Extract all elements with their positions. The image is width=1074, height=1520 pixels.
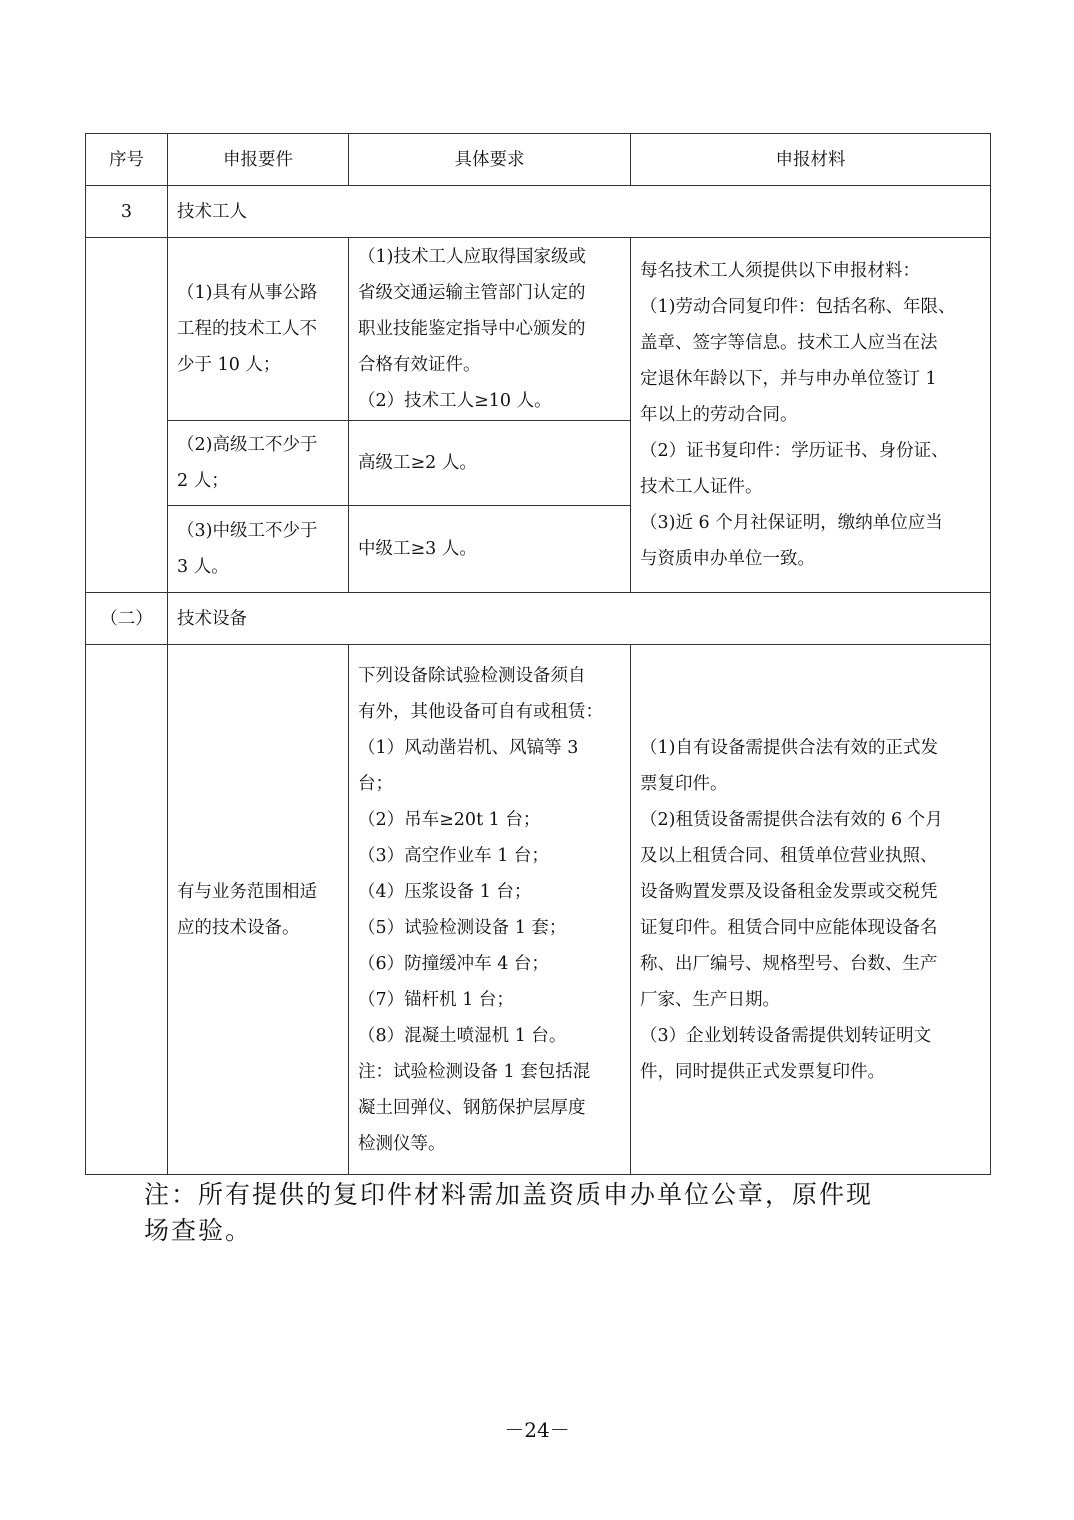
section-row-equipment xyxy=(86,593,991,645)
material-line: 与资质申办单位一致。 xyxy=(640,549,815,569)
requirement-line: （1）风动凿岩机、风镐等 3 xyxy=(358,737,579,758)
section-title: 技术工人 xyxy=(168,186,991,238)
requirement-cell xyxy=(349,645,631,1175)
empty-cell xyxy=(86,645,168,1175)
item-cell xyxy=(168,238,349,421)
item-cell xyxy=(168,421,349,506)
material-line: 票复印件。 xyxy=(640,773,728,794)
requirement-line: （2）技术工人≥10 人。 xyxy=(358,391,552,411)
section-row-workers xyxy=(86,186,991,238)
item-line: 应的技术设备。 xyxy=(177,917,300,938)
material-line: 定退休年龄以下，并与申办单位签订 1 xyxy=(640,369,937,389)
requirement-line: （4）压浆设备 1 台； xyxy=(358,881,532,902)
requirement-line: （3）高空作业车 1 台； xyxy=(358,845,549,866)
item-line: 少于 10 人； xyxy=(177,355,281,375)
material-line: 厂家、生产日期。 xyxy=(640,989,780,1010)
requirement-cell xyxy=(349,238,631,421)
item-line: （2)高级工不少于 xyxy=(177,435,318,455)
footnote-line: 注：所有提供的复印件材料需加盖资质申办单位公章，原件现 xyxy=(144,1180,874,1209)
requirement-line: 职业技能鉴定指导中心颁发的 xyxy=(358,319,586,339)
requirement-cell xyxy=(349,421,631,506)
requirement-line: （6）防撞缓冲车 4 台； xyxy=(358,953,549,974)
material-line: 称、出厂编号、规格型号、台数、生产 xyxy=(640,953,938,974)
page-number: －24－ xyxy=(504,1418,570,1442)
requirement-line: （1)技术工人应取得国家级或 xyxy=(358,247,586,267)
material-line: 及以上租赁合同、租赁单位营业执照、 xyxy=(640,845,938,866)
header-cell: 申报材料 xyxy=(631,134,991,186)
requirement-line: （5）试验检测设备 1 套； xyxy=(358,917,567,938)
section-title: 技术设备 xyxy=(168,593,991,645)
material-line: 设备购置发票及设备租金发票或交税凭 xyxy=(640,881,938,902)
material-line: （2）证书复印件：学历证书、身份证、 xyxy=(640,441,949,461)
requirement-line: 下列设备除试验检测设备须自 xyxy=(358,665,586,686)
material-line: （1)劳动合同复印件：包括名称、年限、 xyxy=(640,297,956,317)
item-cell xyxy=(168,506,349,593)
materials-cell xyxy=(631,645,991,1175)
requirement-line: 检测仪等。 xyxy=(358,1133,446,1154)
requirement-line: （2）吊车≥20t 1 台； xyxy=(358,809,541,830)
requirements-table xyxy=(85,133,991,1175)
footnote xyxy=(144,1177,944,1249)
material-line: （3）企业划转设备需提供划转证明文 xyxy=(640,1025,932,1046)
item-line: （1)具有从事公路 xyxy=(177,283,318,303)
material-line: （2)租赁设备需提供合法有效的 6 个月 xyxy=(640,809,943,830)
requirement-line: 有外，其他设备可自有或租赁： xyxy=(358,701,603,722)
item-line: 有与业务范围相适 xyxy=(177,881,317,902)
section-number: （二） xyxy=(86,593,168,645)
empty-cell xyxy=(86,238,168,593)
material-line: 盖章、签字等信息。技术工人应当在法 xyxy=(640,333,938,353)
material-line: 年以上的劳动合同。 xyxy=(640,405,798,425)
item-line: 3 人。 xyxy=(177,557,229,577)
requirement-line: 中级工≥3 人。 xyxy=(358,539,477,559)
item-cell xyxy=(168,645,349,1175)
requirement-line: 合格有效证件。 xyxy=(358,355,481,375)
material-line: 件，同时提供正式发票复印件。 xyxy=(640,1061,885,1082)
header-cell: 序号 xyxy=(86,134,168,186)
requirement-line: （7）锚杆机 1 台； xyxy=(358,989,514,1010)
requirement-line: 省级交通运输主管部门认定的 xyxy=(358,283,586,303)
material-line: （1)自有设备需提供合法有效的正式发 xyxy=(640,737,938,758)
requirement-line: 台； xyxy=(358,773,393,794)
table-header-row xyxy=(86,134,991,186)
item-line: （3)中级工不少于 xyxy=(177,521,318,541)
item-line: 2 人； xyxy=(177,471,229,491)
requirement-line: （8）混凝土喷湿机 1 台。 xyxy=(358,1025,567,1046)
table-row xyxy=(86,238,991,421)
material-line: 技术工人证件。 xyxy=(640,477,763,497)
section-number: 3 xyxy=(86,186,168,238)
requirement-line: 凝土回弹仪、钢筋保护层厚度 xyxy=(358,1097,586,1118)
requirement-line: 注：试验检测设备 1 套包括混 xyxy=(358,1061,591,1082)
table-row xyxy=(86,645,991,1175)
requirement-cell xyxy=(349,506,631,593)
material-line: 证复印件。租赁合同中应能体现设备名 xyxy=(640,917,938,938)
footnote-line: 场查验。 xyxy=(144,1216,253,1245)
header-cell: 具体要求 xyxy=(349,134,631,186)
requirement-line: 高级工≥2 人。 xyxy=(358,453,477,473)
item-line: 工程的技术工人不 xyxy=(177,319,317,339)
material-line: 每名技术工人须提供以下申报材料： xyxy=(640,261,920,281)
materials-cell xyxy=(631,238,991,593)
material-line: （3)近 6 个月社保证明，缴纳单位应当 xyxy=(640,513,943,533)
header-cell: 申报要件 xyxy=(168,134,349,186)
